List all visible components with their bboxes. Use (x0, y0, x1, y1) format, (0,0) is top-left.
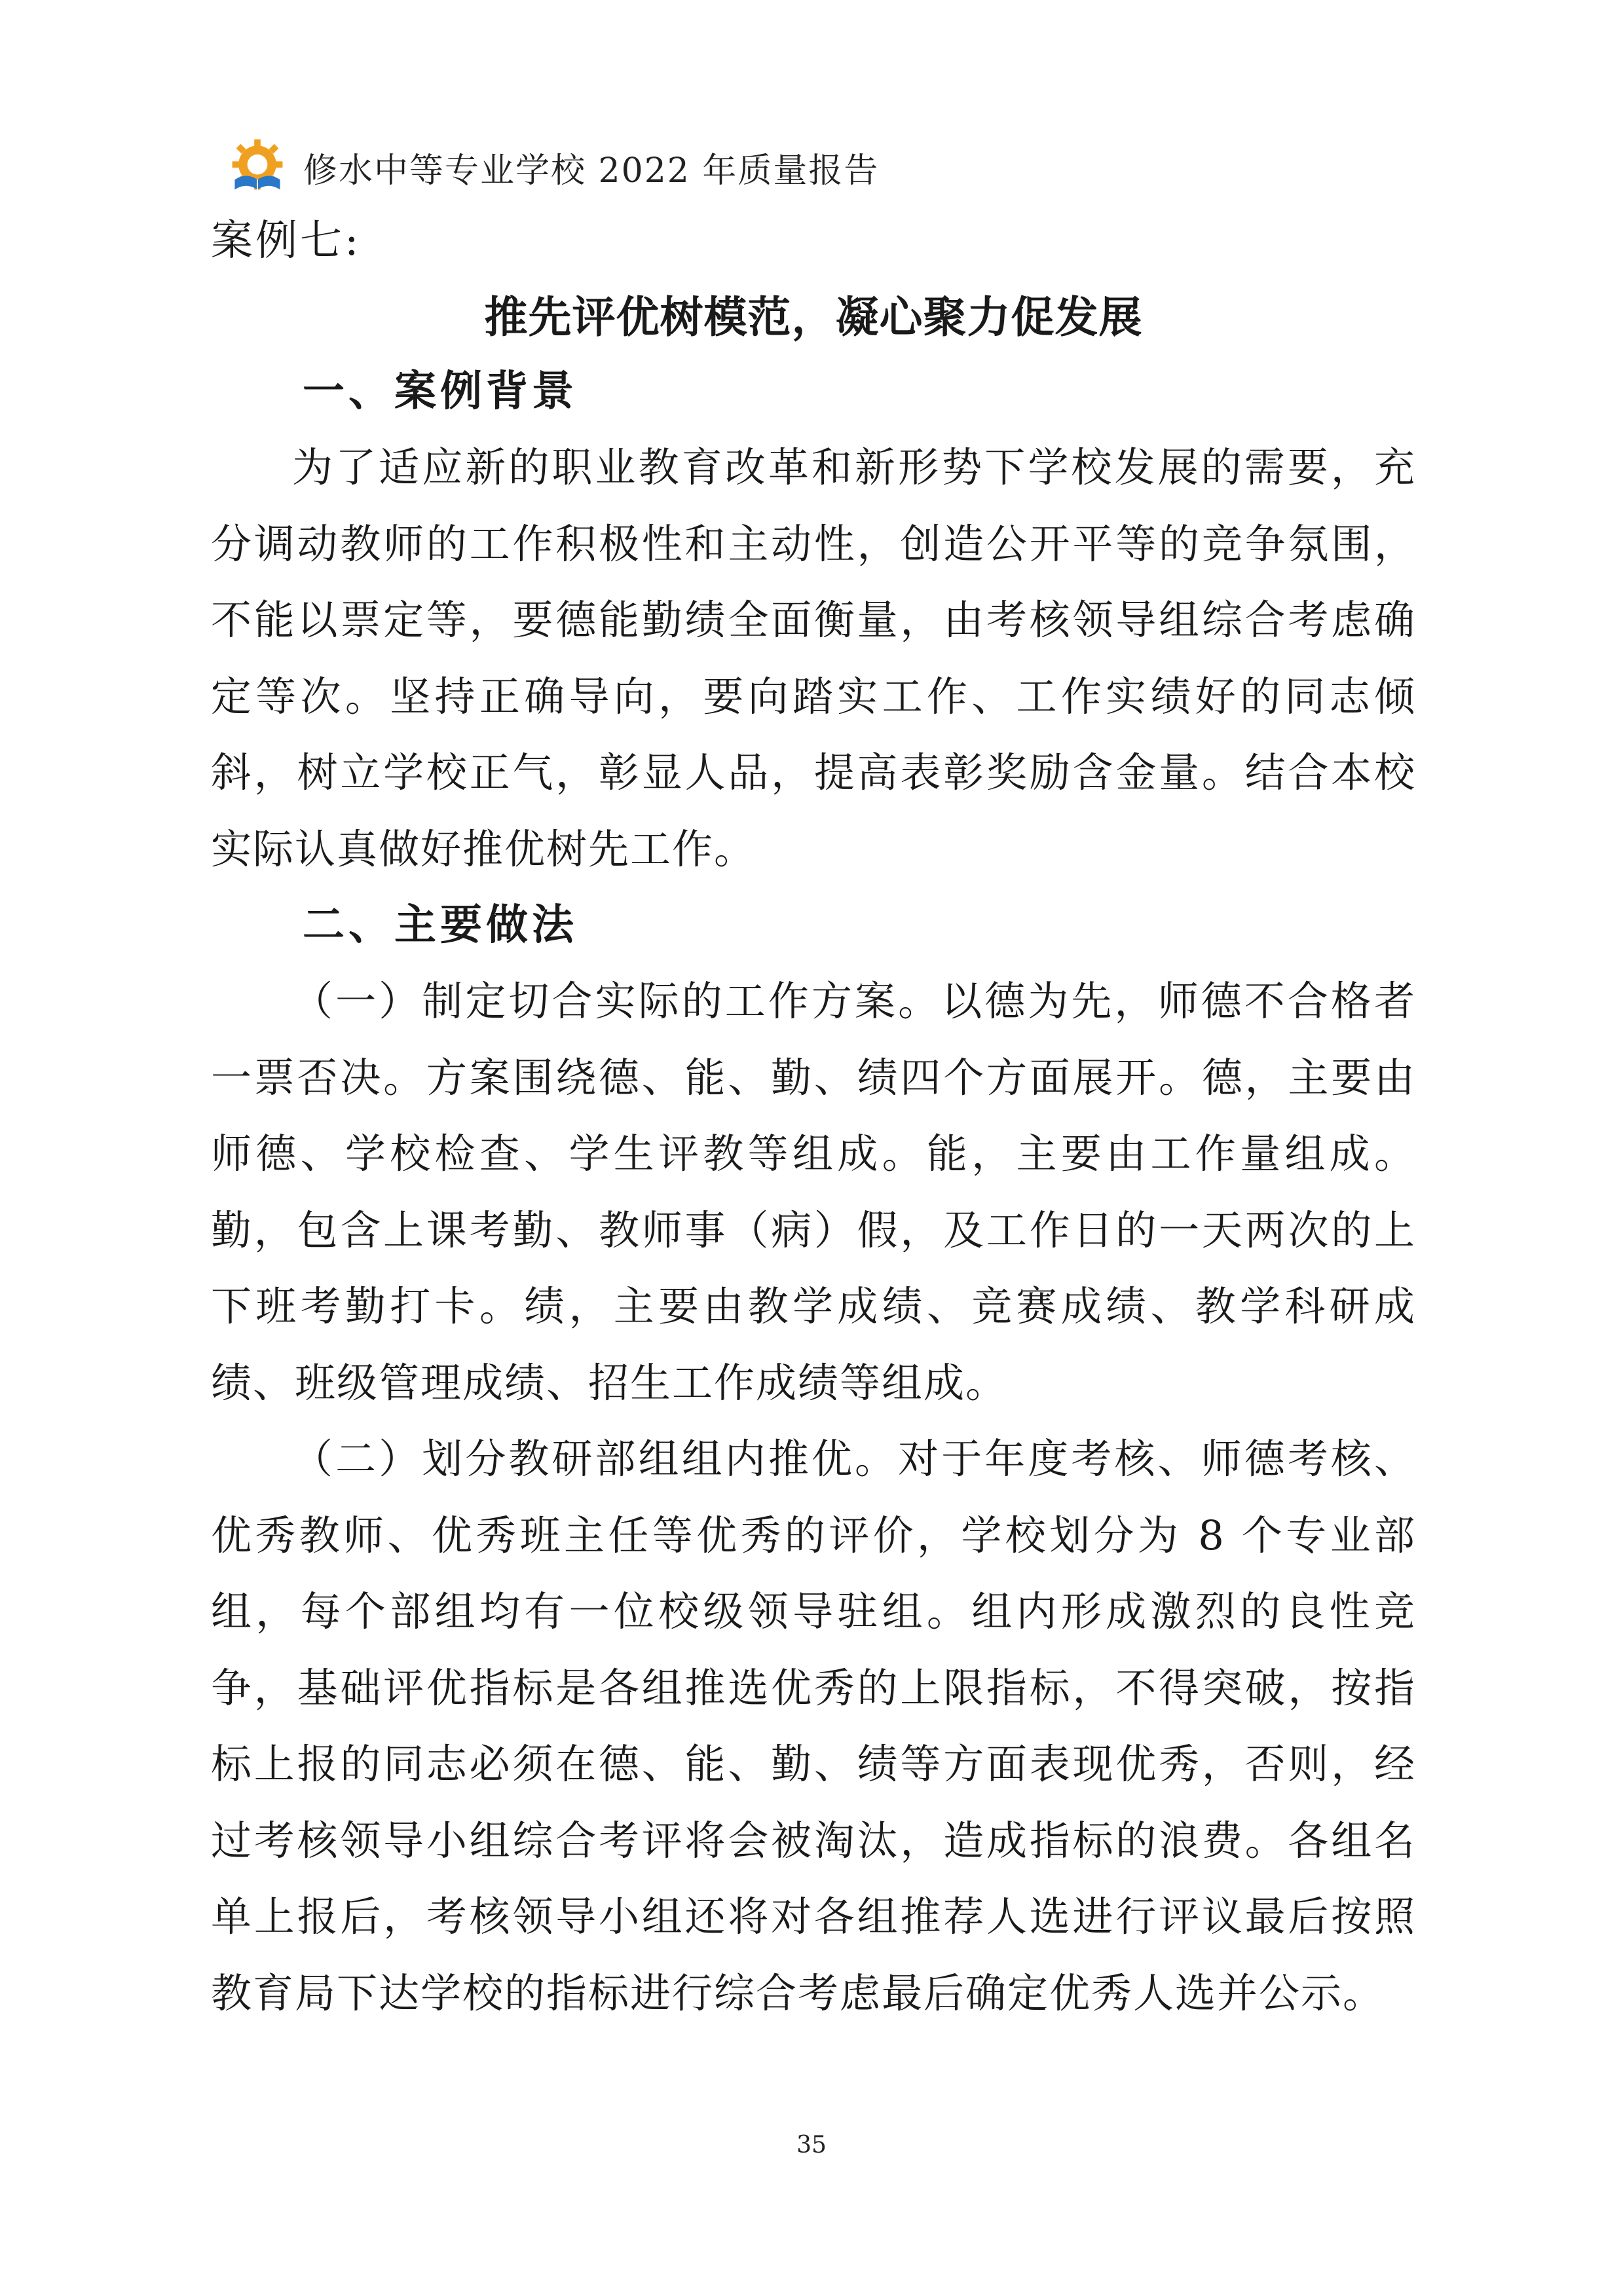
report-header-title: 修水中等专业学校 2022 年质量报告 (303, 151, 880, 191)
section-heading-background: 一、案例背景 (303, 367, 578, 416)
case-title: 推先评优树模范，凝心聚力促发展 (484, 292, 1143, 343)
paragraph-background: 为了适应新的职业教育改革和新形势下学校发展的需要，充分调动教师的工作积极性和主动性，创造公开平等的竞争氛围，不能以票定等，要德能勤绩全面衡量，由考核领导组综合考虑确定等次。坚持正确导向，要向踏实工作、工作实绩好的同志倾斜，树立学校正气，彰显人品，提高表彰奖励含金量。结合本校实际认真做好推优树先工作。 (211, 443, 1416, 873)
paragraph-practice-2: （二）划分教研部组组内推优。对于年度考核、师德考核、优秀教师、优秀班主任等优秀的评价，学校划分为 8 个专业部组，每个部组均有一位校级领导驻组。组内形成激烈的良性竞争，基础评优指标是各组推选优秀的上限指标，不得突破，按指标上报的同志必须在德、能、勤、绩等方面表现优秀，否则，经过考核领导小组综合考评将会被淘汰，造成指标的浪费。各组名单上报后，考核领导小组还将对各组推荐人选进行评议最后按照教育局下达学校的指标进行综合考虑最后确定优秀人选并公示。 (211, 1435, 1416, 2017)
page-header (226, 131, 879, 203)
page-number: 35 (796, 2132, 827, 2158)
document-body (211, 208, 1416, 2031)
school-logo-icon (226, 136, 289, 198)
paragraph-practice-1: （一）制定切合实际的工作方案。以德为先，师德不合格者一票否决。方案围绕德、能、勤、绩四个方面展开。德，主要由师德、学校检查、学生评教等组成。能，主要由工作量组成。勤，包含上课考勤、教师事（病）假，及工作日的一天两次的上下班考勤打卡。绩，主要由教学成绩、竞赛成绩、教学科研成绩、班级管理成绩、招生工作成绩等组成。 (211, 977, 1416, 1407)
case-label: 案例七: (211, 217, 362, 265)
section-heading-main-practices: 二、主要做法 (303, 901, 578, 950)
